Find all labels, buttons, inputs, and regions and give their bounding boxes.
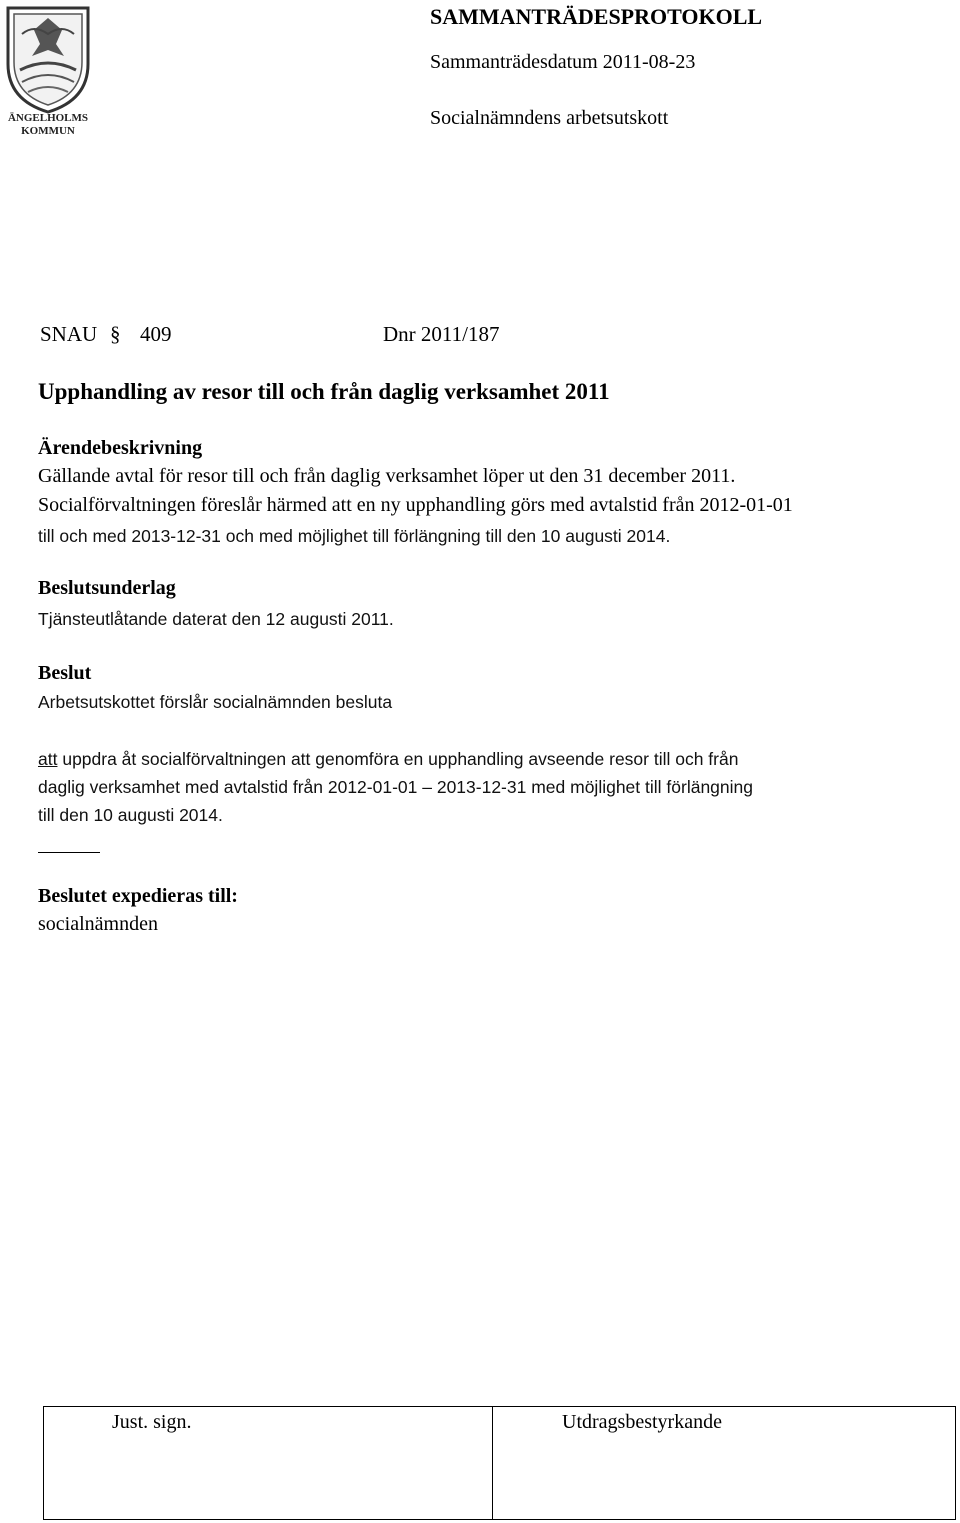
beslut-line-1-rest: uppdra åt socialförvaltningen att genomföra en upphandling avseende resor till och från <box>57 749 739 769</box>
expedieras-recipient: socialnämnden <box>38 913 158 935</box>
beslut-line-1 <box>38 749 738 770</box>
arende-line-2: Socialförvaltningen föreslår härmed att en ny upphandling görs med avtalstid från 2012-01-01 <box>38 494 793 516</box>
att-keyword: att <box>38 749 58 769</box>
beslut-intro: Arbetsutskottet förslår socialnämnden besluta <box>38 692 393 712</box>
diary-number: Dnr 2011/187 <box>383 322 500 346</box>
beslut-line-2: daglig verksamhet med avtalstid från 2012-01-01 – 2013-12-31 med möjlighet till förlängning <box>38 777 753 797</box>
committee-name: Socialnämndens arbetsutskott <box>430 107 669 129</box>
case-title: Upphandling av resor till och från daglig verksamhet 2011 <box>38 379 610 404</box>
arende-heading: Ärendebeskrivning <box>38 437 203 459</box>
signature-box <box>43 1406 956 1520</box>
underlag-line-1: Tjänsteutlåtande daterat den 12 augusti 2011. <box>38 609 394 629</box>
arende-line-3: till och med 2013-12-31 och med möjlighet till förlängning till den 10 augusti 2014. <box>38 526 671 546</box>
utdrag-label: Utdragsbestyrkande <box>562 1411 722 1433</box>
divider-rule <box>38 852 100 853</box>
document-title: SAMMANTRÄDESPROTOKOLL <box>430 4 763 29</box>
underlag-heading: Beslutsunderlag <box>38 577 176 599</box>
case-number: 409 <box>140 322 172 346</box>
just-sign-label: Just. sign. <box>112 1411 192 1433</box>
beslut-line-3: till den 10 augusti 2014. <box>38 805 223 825</box>
beslut-heading: Beslut <box>38 662 92 684</box>
meeting-date: Sammanträdesdatum 2011-08-23 <box>430 51 696 73</box>
case-prefix: SNAU <box>40 322 98 346</box>
section-sign: § <box>110 322 121 346</box>
coat-of-arms-icon <box>4 4 92 114</box>
expedieras-heading: Beslutet expedieras till: <box>38 885 238 907</box>
signature-divider <box>492 1407 493 1519</box>
logo-wordmark: ÄNGELHOLMS KOMMUN <box>7 112 89 137</box>
arende-line-1: Gällande avtal för resor till och från daglig verksamhet löper ut den 31 december 2011. <box>38 465 736 487</box>
